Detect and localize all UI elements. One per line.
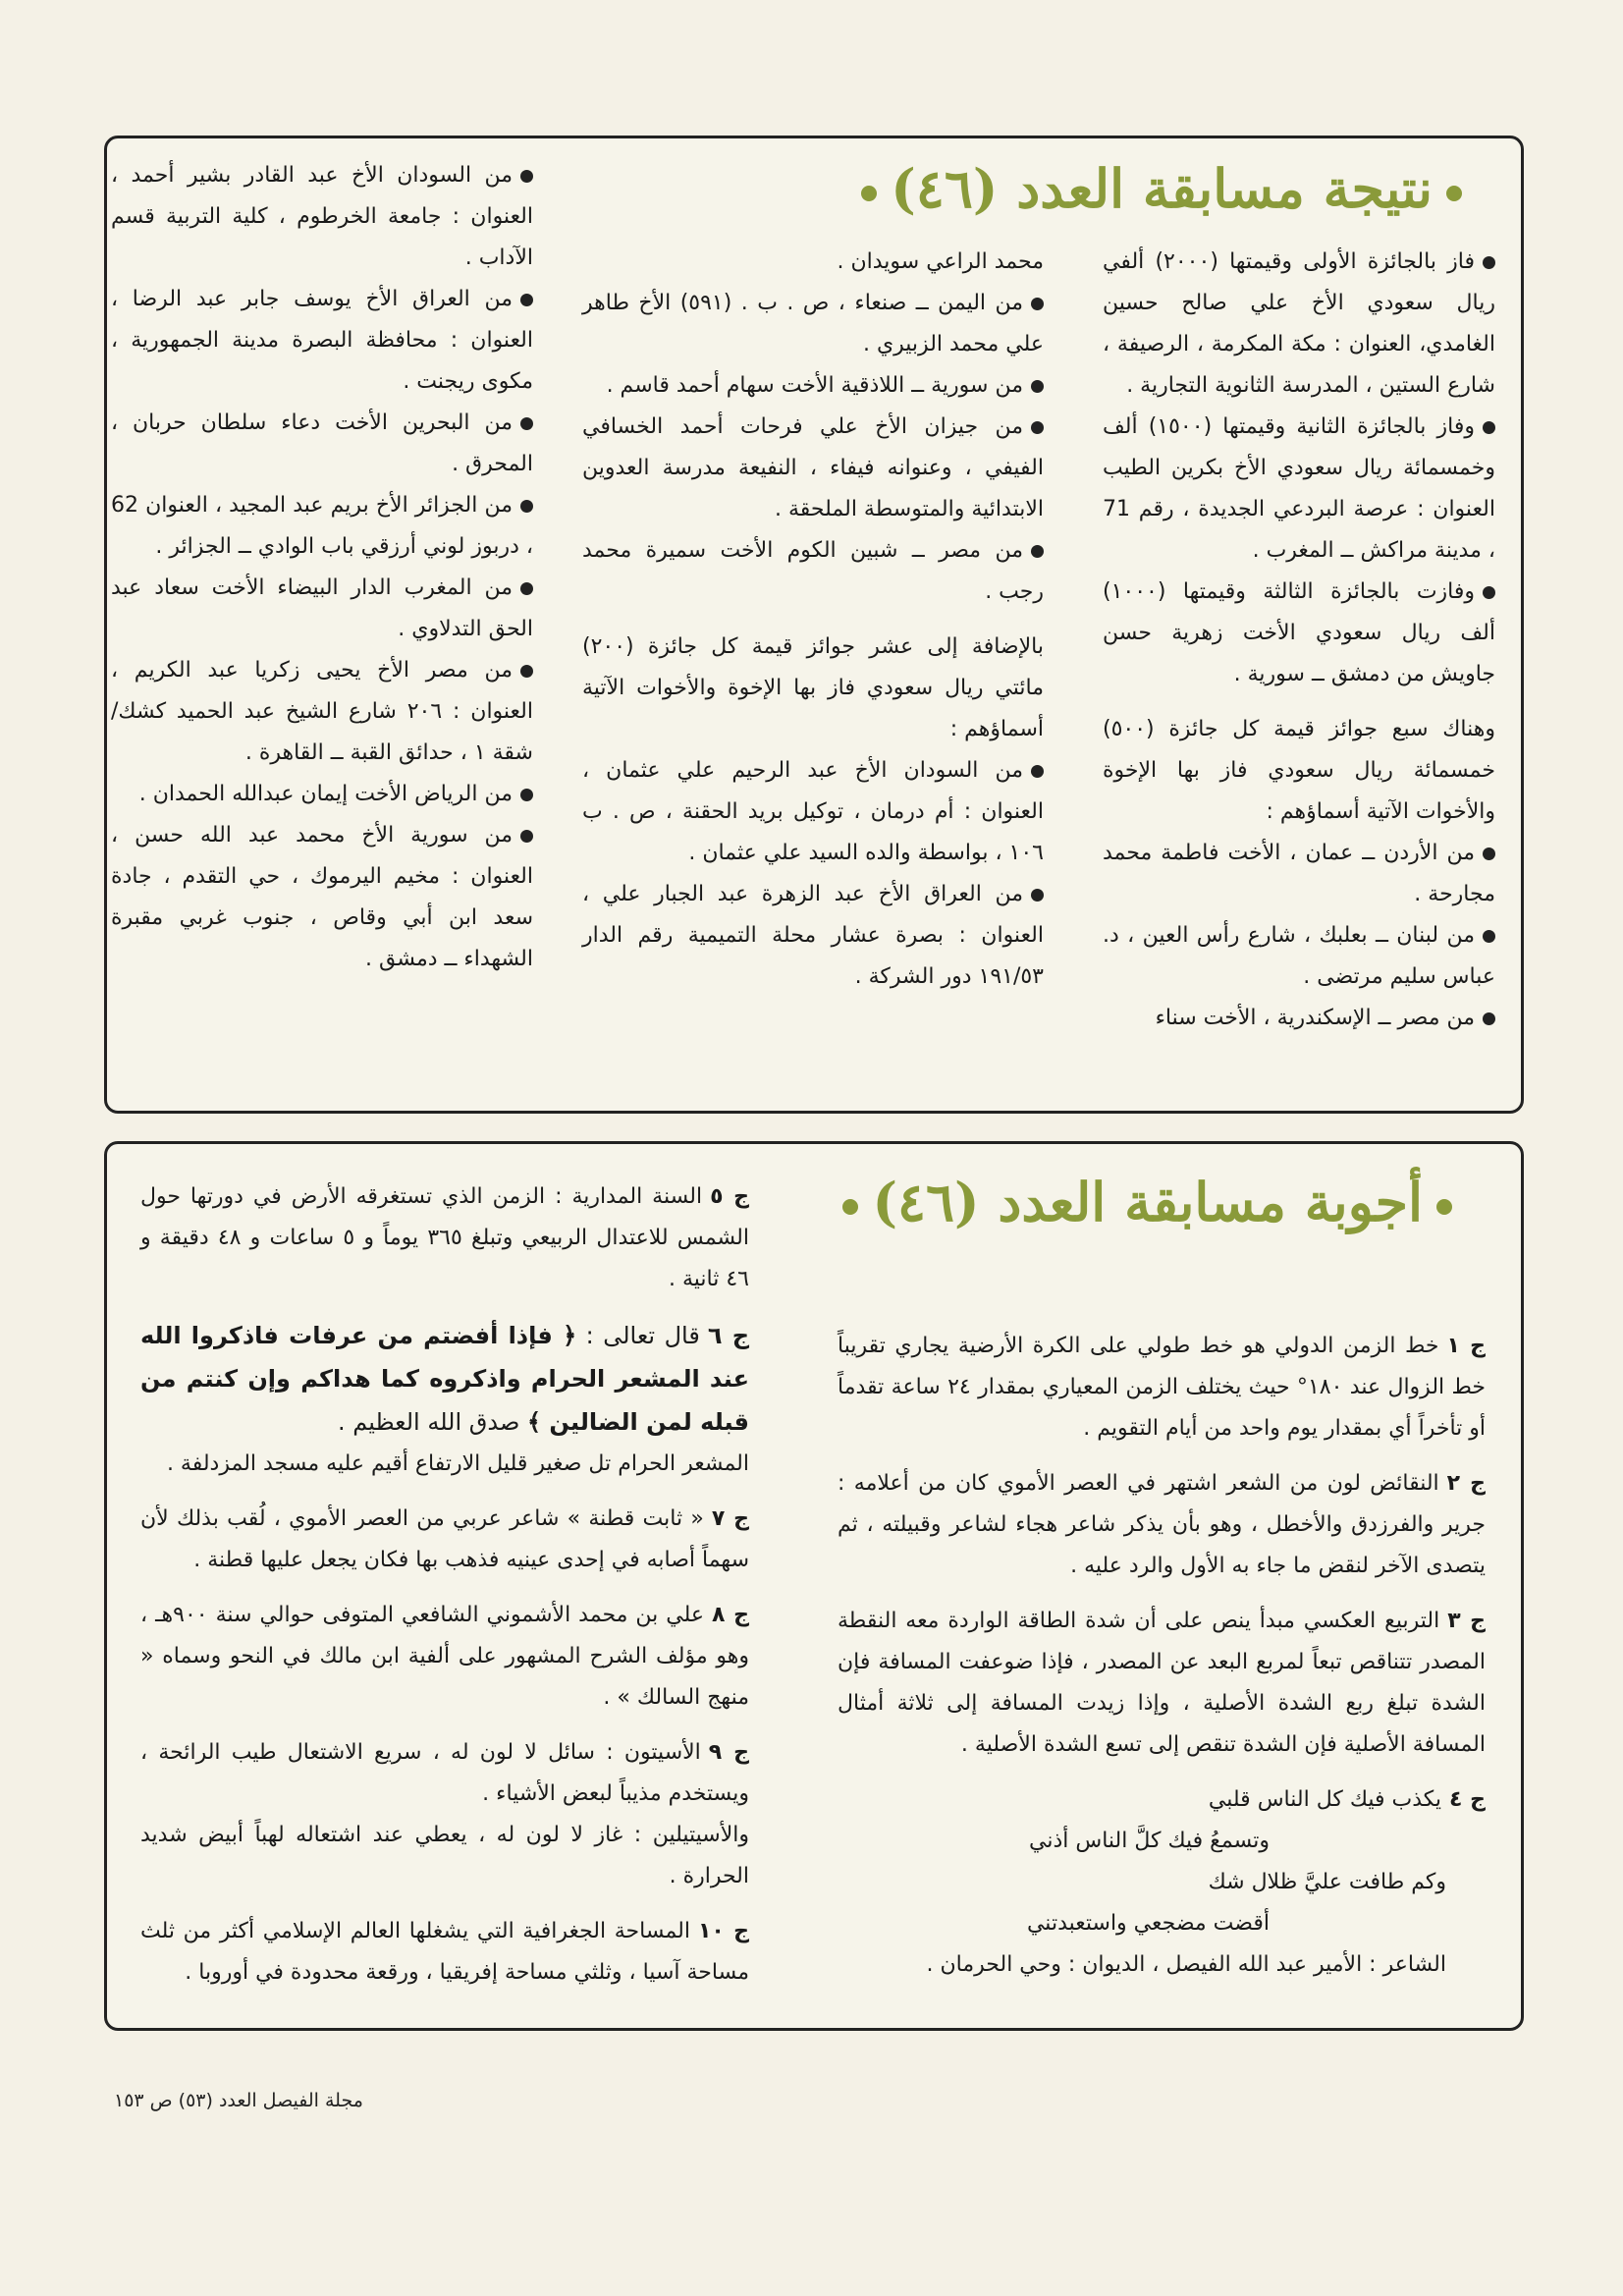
page-footer: مجلة الفيصل العدد (٥٣) ص ١٥٣	[114, 2090, 363, 2111]
winner-list-item: من لبنان ــ بعلبك ، شارع رأس العين ، د. عباس سليم مرتضى .	[1103, 923, 1495, 989]
winner-list-item: من اليمن ــ صنعاء ، ص . ب . (٥٩١) الأخ طاهر علي محمد الزبيري .	[582, 291, 1044, 356]
answers-title: أجوبة مسابقة العدد (٤٦)	[829, 1171, 1466, 1233]
winner-second: وفاز بالجائزة الثانية وقيمتها (١٥٠٠) ألف وخمسمائة ريال سعودي الأخ بكرين الطيب العنوان : عرصة البردعي الجديدة ، رقم 71 ، مدينة مراكش ــ المغرب .	[1103, 414, 1495, 563]
winner-list-item: من السودان الأخ عبد القادر بشير أحمد ، العنوان : جامعة الخرطوم ، كلية التربية قسم الآداب .	[111, 163, 533, 270]
answer-2: ج ٢النقائض لون من الشعر اشتهر في العصر الأموي كان من أعلامه : جرير والفرزدق والأخطل ، وهو بأن يذكر شاعر هجاء لشاعر وقبيلته ، ثم يتصدى الآخر لنقض ما جاء به الأول والرد عليه .	[838, 1471, 1487, 1578]
winner-third: وفازت بالجائزة الثالثة وقيمتها (١٠٠٠) ألف ريال سعودي الأخت زهرية حسن جاويش من دمشق ــ سورية .	[1103, 579, 1495, 686]
answer-6: ج ٦قال تعالى : ﴿ فإذا أفضتم من عرفات فاذكروا الله عند المشعر الحرام واذكروه كما هداكم وإن كنتم من قبله لمن الضالين ﴾ صدق الله العظيم .	[140, 1322, 749, 1436]
answer-8: ج ٨علي بن محمد الأشموني الشافعي المتوفى حوالي سنة ٩٠٠هـ ، وهو مؤلف الشرح المشهور على ألفية ابن مالك في النحو وسماه « منهج السالك » .	[140, 1603, 749, 1710]
winner-list-item: من الجزائر الأخ بريم عبد المجيد ، العنوان 62 ، دربوز لوني أرزقي باب الوادي ــ الجزائر .	[111, 493, 533, 559]
title-dot	[1446, 186, 1462, 201]
answer-7: ج ٧« ثابت قطنة » شاعر عربي من العصر الأموي ، لُقب بذلك لأن سهماً أصابه في إحدى عينيه فذهب بها فكان يجعل عليها قطنة .	[140, 1506, 750, 1572]
winner-list-item: من المغرب الدار البيضاء الأخت سعاد عبد الحق التدلاوي .	[111, 575, 533, 641]
answer-10: ج ١٠المساحة الجغرافية التي يشغلها العالم الإسلامي أكثر من ثلث مساحة آسيا ، وثلثي مساحة إفريقيا ، ورقعة محدودة في أوروبا .	[140, 1919, 749, 1985]
title-dot	[861, 186, 877, 201]
winner-list-item: من الرياض الأخت إيمان عبدالله الحمدان .	[111, 774, 533, 815]
winner-list-item: من السودان الأخ عبد الرحيم علي عثمان ، العنوان : أم درمان ، توكيل بريد الحقنة ، ص . ب ١٠٦ ، بواسطة والده السيد علي عثمان .	[582, 758, 1044, 865]
winner-list-item: محمد الراعي سويدان .	[837, 249, 1044, 274]
winner-list-item: من مصر ــ شبين الكوم الأخت سميرة محمد رجب .	[582, 538, 1044, 604]
results-column-3	[111, 155, 533, 980]
seven-prizes-intro: وهناك سبع جوائز قيمة كل جائزة (٥٠٠) خمسمائة ريال سعودي فاز بها الإخوة والأخوات الآتية أسماؤهم :	[1103, 717, 1495, 824]
answer-3: ج ٣التربيع العكسي مبدأ ينص على أن شدة الطاقة الواردة معه النقطة المصدر تتناقص تبعاً لمربع البعد عن المصدر ، فإذا ضوعفت المسافة فإن الشدة تبلغ ربع الشدة الأصلية ، وإذا زيدت المسافة إلى ثلاثة أمثال المسافة الأصلية فإن الشدة تنقص إلى تسع الشدة الأصلية .	[838, 1609, 1486, 1757]
title-dot	[1436, 1199, 1452, 1215]
winner-list-item: من العراق الأخ يوسف جابر عبد الرضا ، العنوان : محافظة البصرة مدينة الجمهورية ، مكوى ريجنت .	[111, 287, 533, 394]
winner-list-item: من الأردن ــ عمان ، الأخت فاطمة محمد مجارحة .	[1103, 841, 1495, 906]
answer-9: ج ٩الأسيتون : سائل لا لون له ، سريع الاشتعال طيب الرائحة ، ويستخدم مذيباً لبعض الأشياء .	[140, 1740, 750, 1806]
answer-6-note: المشعر الحرام تل صغير قليل الارتفاع أقيم عليه مسجد المزدلفة .	[166, 1451, 749, 1476]
answers-column-left	[140, 1176, 749, 2007]
ten-prizes-intro: بالإضافة إلى عشر جوائز قيمة كل جائزة (٢٠٠) مائتي ريال سعودي فاز بها الإخوة والأخوات الآتية أسماؤهم :	[582, 634, 1044, 741]
results-title: نتيجة مسابقة العدد (٤٦)	[847, 157, 1476, 220]
title-dot	[842, 1199, 858, 1215]
answer-1: ج ١خط الزمن الدولي هو خط طولي على الكرة الأرضية يجاري تقريباً خط الزوال عند ١٨٠° حيث يختلف الزمن المعياري بمقدار ٢٤ ساعة تقدماً أو تأخراً أي بمقدار يوم واحد من أيام التقويم .	[838, 1334, 1487, 1441]
winner-list-item: من مصر الأخ يحيى زكريا عبد الكريم ، العنوان : ٢٠٦ شارع الشيخ عبد الحميد كشك/شقة ١ ، حدائق القبة ــ القاهرة .	[111, 658, 533, 765]
winner-list-item: من مصر ــ الإسكندرية ، الأخت سناء	[1103, 998, 1495, 1039]
winner-list-item: من البحرين الأخت دعاء سلطان حربان ، المحرق .	[111, 410, 533, 476]
results-column-2	[582, 242, 1044, 998]
winner-list-item: من سورية ــ اللاذقية الأخت سهام أحمد قاسم .	[582, 365, 1044, 407]
answers-column-right	[838, 1326, 1486, 1986]
winner-list-item: من العراق الأخ عبد الزهرة عبد الجبار علي ، العنوان : بصرة عشار محلة التميمية رقم الدار ١٩١/٥٣ دور الشركة .	[582, 882, 1044, 989]
winner-first: فاز بالجائزة الأولى وقيمتها (٢٠٠٠) ألفي ريال سعودي الأخ علي صالح حسين الغامدي، العنوان : مكة المكرمة ، الرصيفة ، شارع الستين ، المدرسة الثانوية التجارية .	[1103, 249, 1495, 398]
answer-4: ج ٤يكذب فيك كل الناس قلبي وتسمعُ فيك كلَّ الناس أذني وكم طافت عليَّ ظلال شك أقضت مضجعي واستعبدتني الشاعر : الأمير عبد الله الفيصل ، الديوان : وحي الحرمان .	[926, 1787, 1486, 1977]
winner-list-item: من جيزان الأخ علي فرحات أحمد الخسافي الفيفي ، وعنوانه فيفاء ، النفيعة مدرسة العدوين الابتدائية والمتوسطة الملحقة .	[582, 414, 1044, 521]
answer-5: ج ٥السنة المدارية : الزمن الذي تستغرقه الأرض في دورتها حول الشمس للاعتدال الربيعي وتبلغ ٣٦٥ يوماً و ٥ ساعات و ٤٨ دقيقة و ٤٦ ثانية .	[140, 1184, 750, 1291]
results-column-1	[1103, 242, 1495, 1039]
winner-list-item: من سورية الأخ محمد عبد الله حسن ، العنوان : مخيم اليرموك ، حي التقدم ، جادة سعد ابن أبي وقاص ، جنوب غربي مقبرة الشهداء ــ دمشق .	[111, 823, 533, 971]
answer-9-second: والأسيتيلين : غاز لا لون له ، يعطي عند اشتعاله لهباً أبيض شديد الحرارة .	[140, 1823, 749, 1888]
